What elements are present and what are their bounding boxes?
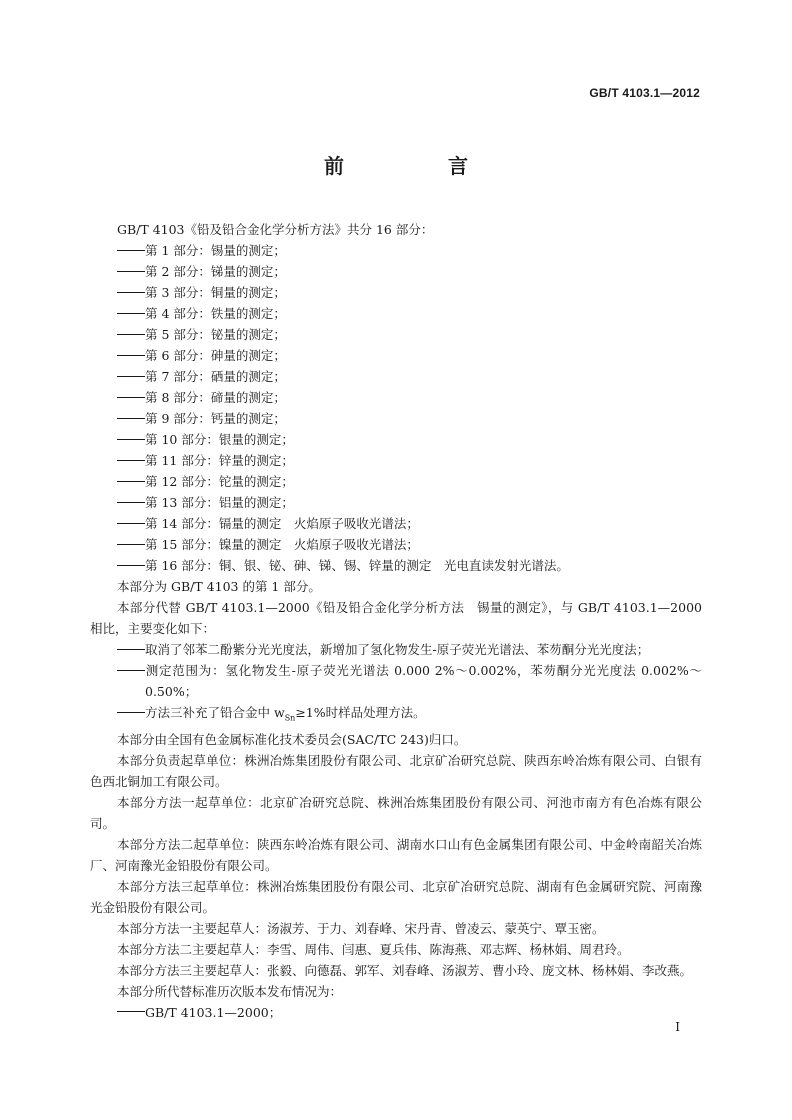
dash-mark <box>117 376 145 378</box>
replacement-statement: 本部分代替 GB/T 4103.1—2000《铅及铅合金化学分析方法 锡量的测定》，与 GB/T 4103.1—2000 相比，主要变化如下： <box>90 600 702 636</box>
dash-mark <box>117 481 145 483</box>
paragraph: 本部分方法三起草单位：株洲冶炼集团股份有限公司、北京矿冶研究总院、湖南有色金属研究院、河南豫光金铅股份有限公司。 <box>90 878 702 915</box>
list-item: 第 11 部分：锌量的测定； <box>90 450 702 471</box>
intro-paragraph: GB/T 4103《铅及铅合金化学分析方法》共分 16 部分： <box>117 222 434 237</box>
list-item: 测定范围为：氢化物发生-原子荧光光谱法 0.000 2%～0.002%，苯芴酮分光光度法 0.002%～0.50%； <box>90 660 702 702</box>
paragraph: 本部分方法二主要起草人：李雪、周伟、闫惠、夏兵伟、陈海燕、邓志辉、杨林娟、周君玲。 <box>117 941 630 957</box>
dash-mark <box>117 565 145 567</box>
changes-list <box>90 639 702 729</box>
list-item: 第 7 部分：硒量的测定； <box>90 366 702 387</box>
dash-mark <box>117 670 145 672</box>
list-item: 第 12 部分：铊量的测定； <box>90 471 702 492</box>
dash-mark <box>117 250 145 252</box>
list-item: 第 2 部分：锑量的测定； <box>90 261 702 282</box>
dash-mark <box>117 544 145 546</box>
dash-mark <box>117 712 145 714</box>
dash-mark <box>117 502 145 504</box>
dash-mark <box>117 439 145 441</box>
list-item: 第 8 部分：碲量的测定； <box>90 387 702 408</box>
dash-mark <box>117 313 145 315</box>
page-number: I <box>675 1020 680 1034</box>
dash-mark <box>117 418 145 420</box>
paragraph: 本部分方法一主要起草人：汤淑芳、于力、刘春峰、宋丹青、曾凌云、蒙英宁、覃玉密。 <box>117 920 605 936</box>
paragraph: 本部分方法一起草单位：北京矿冶研究总院、株洲冶炼集团股份有限公司、河池市南方有色冶炼有限公司。 <box>90 794 702 831</box>
paragraph: 本部分负责起草单位：株洲冶炼集团股份有限公司、北京矿冶研究总院、陕西东岭冶炼有限公司、白银有色西北铜加工有限公司。 <box>90 752 702 789</box>
document-body <box>90 219 702 1023</box>
paragraph: 本部分所代替标准历次版本发布情况为： <box>117 983 343 999</box>
list-item: 取消了邻苯二酚紫分光光度法，新增加了氢化物发生-原子荧光光谱法、苯芴酮分光光度法； <box>90 639 702 660</box>
history-item: GB/T 4103.1—2000； <box>90 1002 702 1023</box>
dash-mark <box>117 334 145 336</box>
list-item: 第 13 部分：铝量的测定； <box>90 492 702 513</box>
dash-mark <box>117 355 145 357</box>
paragraph: 本部分方法三主要起草人：张毅、向德磊、郭军、刘春峰、汤淑芳、曹小玲、庞文林、杨林娟、李改燕。 <box>117 962 693 978</box>
list-item: 第 6 部分：砷量的测定； <box>90 345 702 366</box>
dash-mark <box>117 523 145 525</box>
page-title: 前 言 <box>324 154 510 178</box>
list-item: 第 4 部分：铁量的测定； <box>90 303 702 324</box>
subscript-sn: Sn <box>284 713 296 723</box>
dash-mark <box>117 292 145 294</box>
part-statement: 本部分为 GB/T 4103 的第 1 部分。 <box>117 579 321 594</box>
dash-mark <box>117 460 145 462</box>
list-item: 方法三补充了铅合金中 $w_{Sn}\ge 1\%$时样品处理方法。 <box>90 702 702 729</box>
paragraph: 本部分方法二起草单位：陕西东岭冶炼有限公司、湖南水口山有色金属集团有限公司、中金岭南韶关冶炼厂、河南豫光金铅股份有限公司。 <box>90 836 702 873</box>
dash-mark <box>117 397 145 399</box>
list-item: 第 9 部分：钙量的测定； <box>90 408 702 429</box>
dash-mark <box>117 271 145 273</box>
dash-mark <box>117 649 145 651</box>
list-item: 第 5 部分：铋量的测定； <box>90 324 702 345</box>
list-item: 第 14 部分：镉量的测定 火焰原子吸收光谱法； <box>90 513 702 534</box>
list-item: 第 1 部分：锡量的测定； <box>90 240 702 261</box>
list-item: 第 16 部分：铜、银、铋、砷、锑、锡、锌量的测定 光电直读发射光谱法。 <box>90 555 702 576</box>
list-item: 第 15 部分：镍量的测定 火焰原子吸收光谱法； <box>90 534 702 555</box>
list-item: 第 3 部分：铜量的测定； <box>90 282 702 303</box>
parts-list <box>90 240 702 576</box>
paragraph: 本部分由全国有色金属标准化技术委员会(SAC/TC 243)归口。 <box>117 731 467 747</box>
standard-number: GB/T 4103.1—2012 <box>589 86 700 100</box>
list-item: 第 10 部分：银量的测定； <box>90 429 702 450</box>
dash-mark <box>117 1011 145 1013</box>
